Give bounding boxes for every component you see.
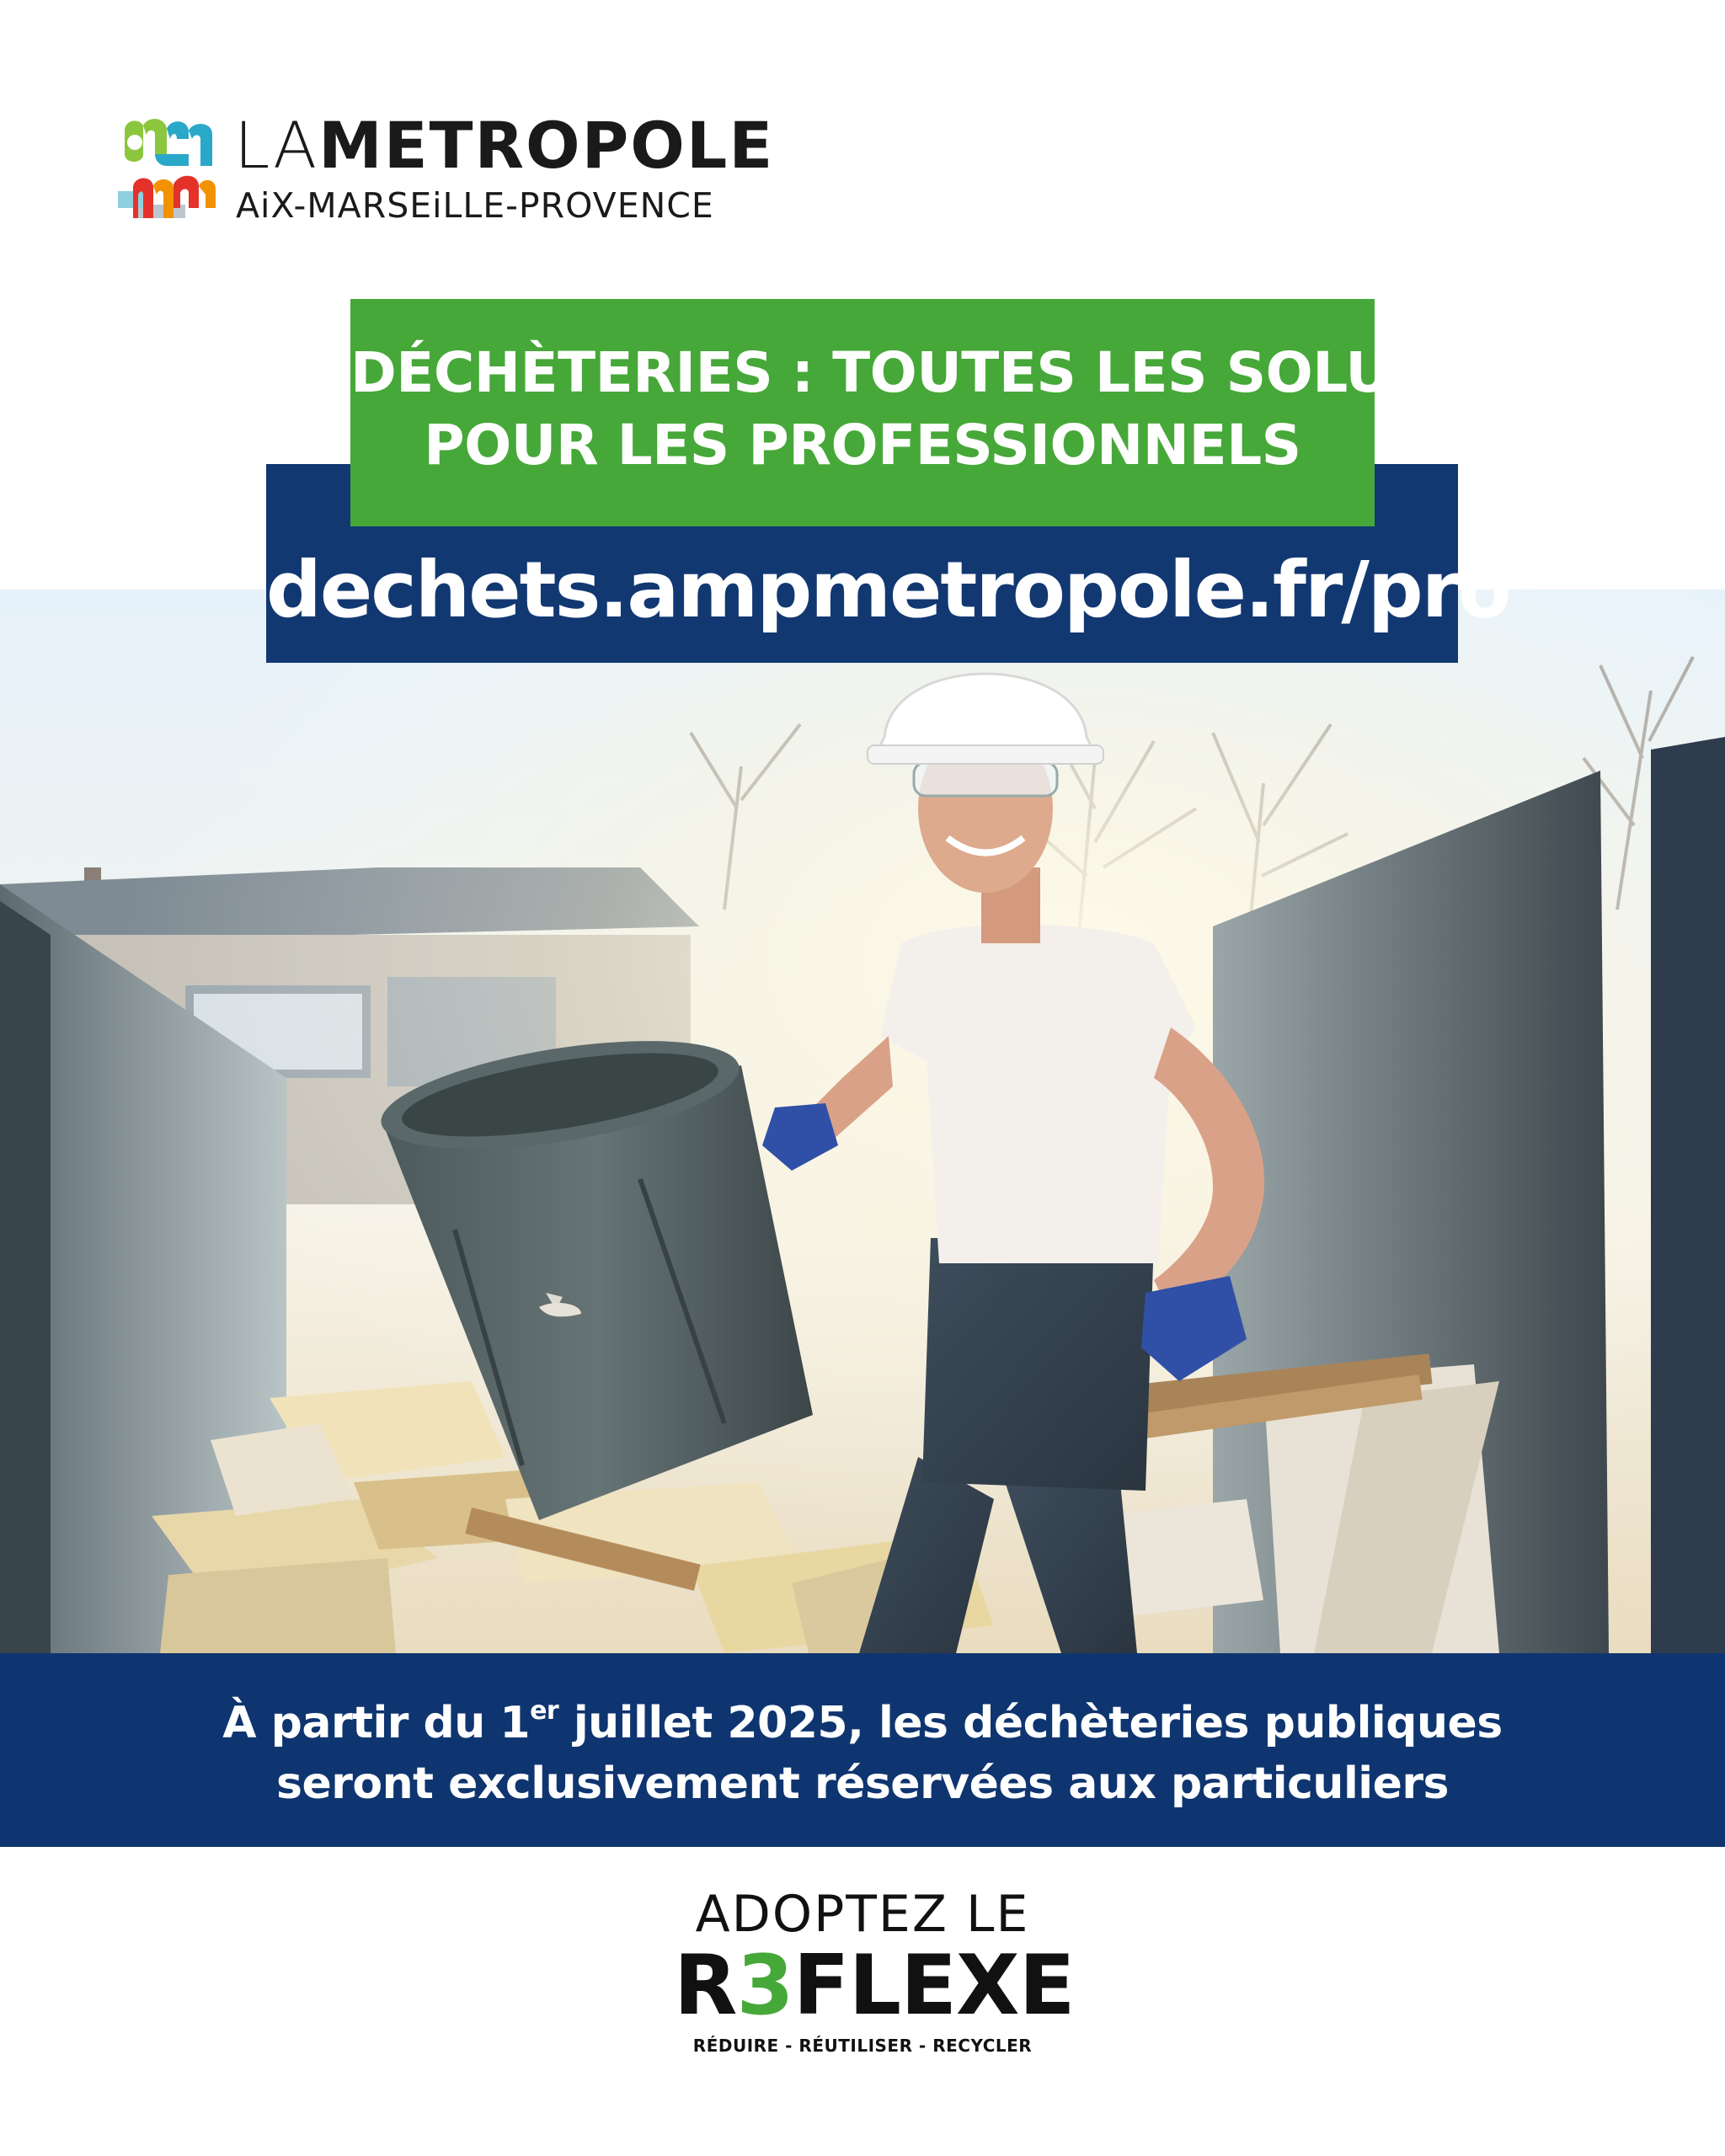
notice-banner — [0, 1653, 1725, 1847]
headline-box — [350, 299, 1581, 526]
worker-dumpster-illustration — [0, 590, 1725, 1653]
notice-line-1: À partir du 1er juillet 2025, les déchèteries publiques — [222, 1696, 1503, 1748]
website-url-link[interactable]: dechets.ampmetropole.fr/pro — [266, 545, 1510, 635]
campaign-r3flexe: R3FLEXE — [674, 1938, 1075, 2034]
campaign-adoptez: ADOPTEZ LE — [695, 1885, 1030, 1944]
notice-line-2: seront exclusivement réservées aux particuliers — [276, 1758, 1449, 1809]
logo-subtitle: AiX-MARSEiLLE-PROVENCE — [236, 185, 714, 226]
logo-wordmark: LAMETROPOLE — [234, 108, 775, 183]
headline-line-1: DÉCHÈTERIES : TOUTES LES SOLUTIONS — [350, 340, 1581, 405]
campaign-tagline: RÉDUIRE - RÉUTILISER - RECYCLER — [692, 2036, 1033, 2056]
metropole-logo — [118, 108, 775, 227]
hero-photo — [0, 590, 1725, 1653]
r3flexe-campaign-logo — [674, 1885, 1075, 2063]
metropole-logo-icon — [118, 114, 219, 223]
headline-line-2: POUR LES PROFESSIONNELS — [424, 413, 1301, 478]
